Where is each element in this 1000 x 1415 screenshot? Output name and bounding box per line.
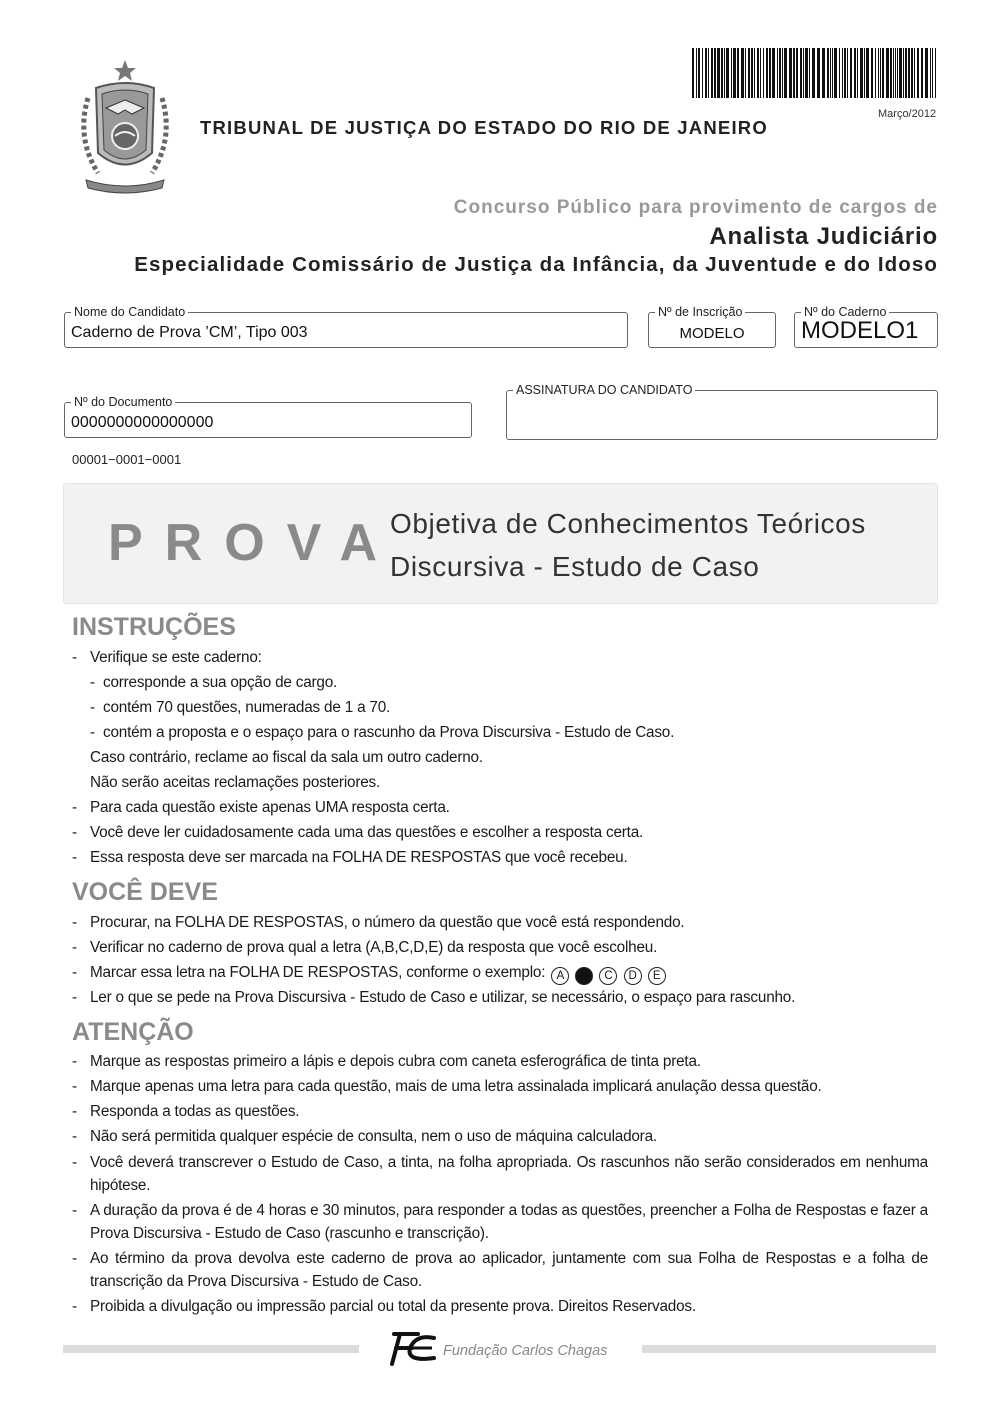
footer-bar-left	[63, 1345, 359, 1353]
answer-bubble-b-filled: B	[575, 967, 593, 985]
list-item: - Verificar no caderno de prova qual a letra (A,B,C,D,E) da resposta que você escolheu.	[72, 939, 658, 956]
list-item: - Ler o que se pede na Prova Discursiva - Estudo de Caso e utilizar, se necessário, o espaço para rascunho.	[72, 989, 796, 1006]
list-item: Caso contrário, reclame ao fiscal da sala um outro caderno.	[90, 749, 483, 766]
inscription-number-field[interactable]	[648, 305, 776, 348]
list-item: - contém a proposta e o espaço para o rascunho da Prova Discursiva - Estudo de Caso.	[90, 724, 675, 741]
list-item: Não serão aceitas reclamações posteriores.	[90, 774, 381, 791]
atencao-heading: ATENÇÃO	[72, 1018, 194, 1046]
candidate-name-field[interactable]	[64, 305, 628, 348]
fcc-name: Fundação Carlos Chagas	[443, 1343, 608, 1359]
list-item: - Procurar, na FOLHA DE RESPOSTAS, o número da questão que você está respondendo.	[72, 914, 685, 931]
list-item: - Verifique se este caderno:	[72, 649, 262, 666]
list-item: - Proibida a divulgação ou impressão parcial ou total da presente prova. Direitos Reservados.	[72, 1298, 696, 1315]
list-item: - Para cada questão existe apenas UMA resposta certa.	[72, 799, 450, 816]
list-item: - A duração da prova é de 4 horas e 30 minutos, para responder a todas as questões, preencher a Folha de Respostas e fazer a Prova Discursiva - Estudo de Caso (rascunho e transcrição).	[72, 1202, 928, 1242]
list-item: - Responda a todas as questões.	[72, 1103, 300, 1120]
list-item: - Não será permitida qualquer espécie de consulta, nem o uso de máquina calculadora.	[72, 1128, 657, 1145]
cargo-title: Analista Judiciário	[709, 223, 938, 250]
candidate-name-label: Nome do Candidato	[71, 305, 188, 319]
exam-date: Março/2012	[878, 108, 937, 120]
document-number-label: Nº do Documento	[71, 395, 175, 409]
prova-type-objetiva: Objetiva de Conhecimentos Teóricos	[390, 508, 866, 539]
list-item: - Você deve ler cuidadosamente cada uma das questões e escolher a resposta certa.	[72, 824, 644, 841]
list-item: - Essa resposta deve ser marcada na FOLHA DE RESPOSTAS que você recebeu.	[72, 849, 628, 866]
footer-bar-right	[642, 1345, 936, 1353]
fcc-logo-icon	[388, 1328, 436, 1368]
prova-word: PROVA	[108, 514, 400, 572]
answer-bubble-c: C	[599, 967, 617, 985]
voce-deve-heading: VOCÊ DEVE	[72, 878, 218, 906]
booklet-number-field[interactable]	[794, 305, 938, 348]
signature-label: ASSINATURA DO CANDIDATO	[513, 383, 695, 397]
court-seal-logo	[66, 58, 184, 196]
answer-bubble-e: E	[648, 967, 666, 985]
list-item: - Marcar essa letra na FOLHA DE RESPOSTAS, conforme o exemplo: A B C D E	[72, 962, 928, 985]
list-item: - Ao término da prova devolva este caderno de prova ao aplicador, juntamente com sua Folha de Respostas e a folha de transcrição da Prova Discursiva - Estudo de Caso.	[72, 1250, 928, 1290]
list-item: - contém 70 questões, numeradas de 1 a 70.	[90, 699, 391, 716]
signature-field[interactable]	[506, 383, 938, 440]
booklet-code: 00001−0001−0001	[72, 452, 182, 467]
instrucoes-heading: INSTRUÇÕES	[72, 613, 236, 641]
answer-bubble-a: A	[551, 967, 569, 985]
inscription-number-label: Nº de Inscrição	[655, 305, 745, 319]
list-item: - corresponde a sua opção de cargo.	[90, 674, 338, 691]
inscription-number-value: MODELO	[679, 325, 745, 342]
list-item: - Marque apenas uma letra para cada questão, mais de uma letra assinalada implicará anulação dessa questão.	[72, 1078, 822, 1095]
especialidade-title: Especialidade Comissário de Justiça da Infância, da Juventude e do Idoso	[134, 253, 938, 276]
list-item: - Você deverá transcrever o Estudo de Caso, a tinta, na folha apropriada. Os rascunhos não serão considerados em nenhuma hipótese.	[72, 1154, 928, 1194]
document-number-value: 0000000000000000	[71, 414, 214, 431]
candidate-name-value: Caderno de Prova ’CM’, Tipo 003	[71, 324, 308, 341]
list-item: - Marque as respostas primeiro a lápis e depois cubra com caneta esferográfica de tinta preta.	[72, 1053, 701, 1070]
booklet-number-label: Nº do Caderno	[801, 305, 889, 319]
booklet-number-value: MODELO1	[801, 317, 919, 344]
barcode	[692, 48, 938, 98]
answer-bubble-d: D	[624, 967, 642, 985]
concurso-title: Concurso Público para provimento de cargos de	[453, 197, 938, 218]
tribunal-name: TRIBUNAL DE JUSTIÇA DO ESTADO DO RIO DE JANEIRO	[200, 117, 768, 138]
document-number-field[interactable]	[64, 395, 472, 438]
prova-type-discursiva: Discursiva - Estudo de Caso	[390, 551, 760, 582]
